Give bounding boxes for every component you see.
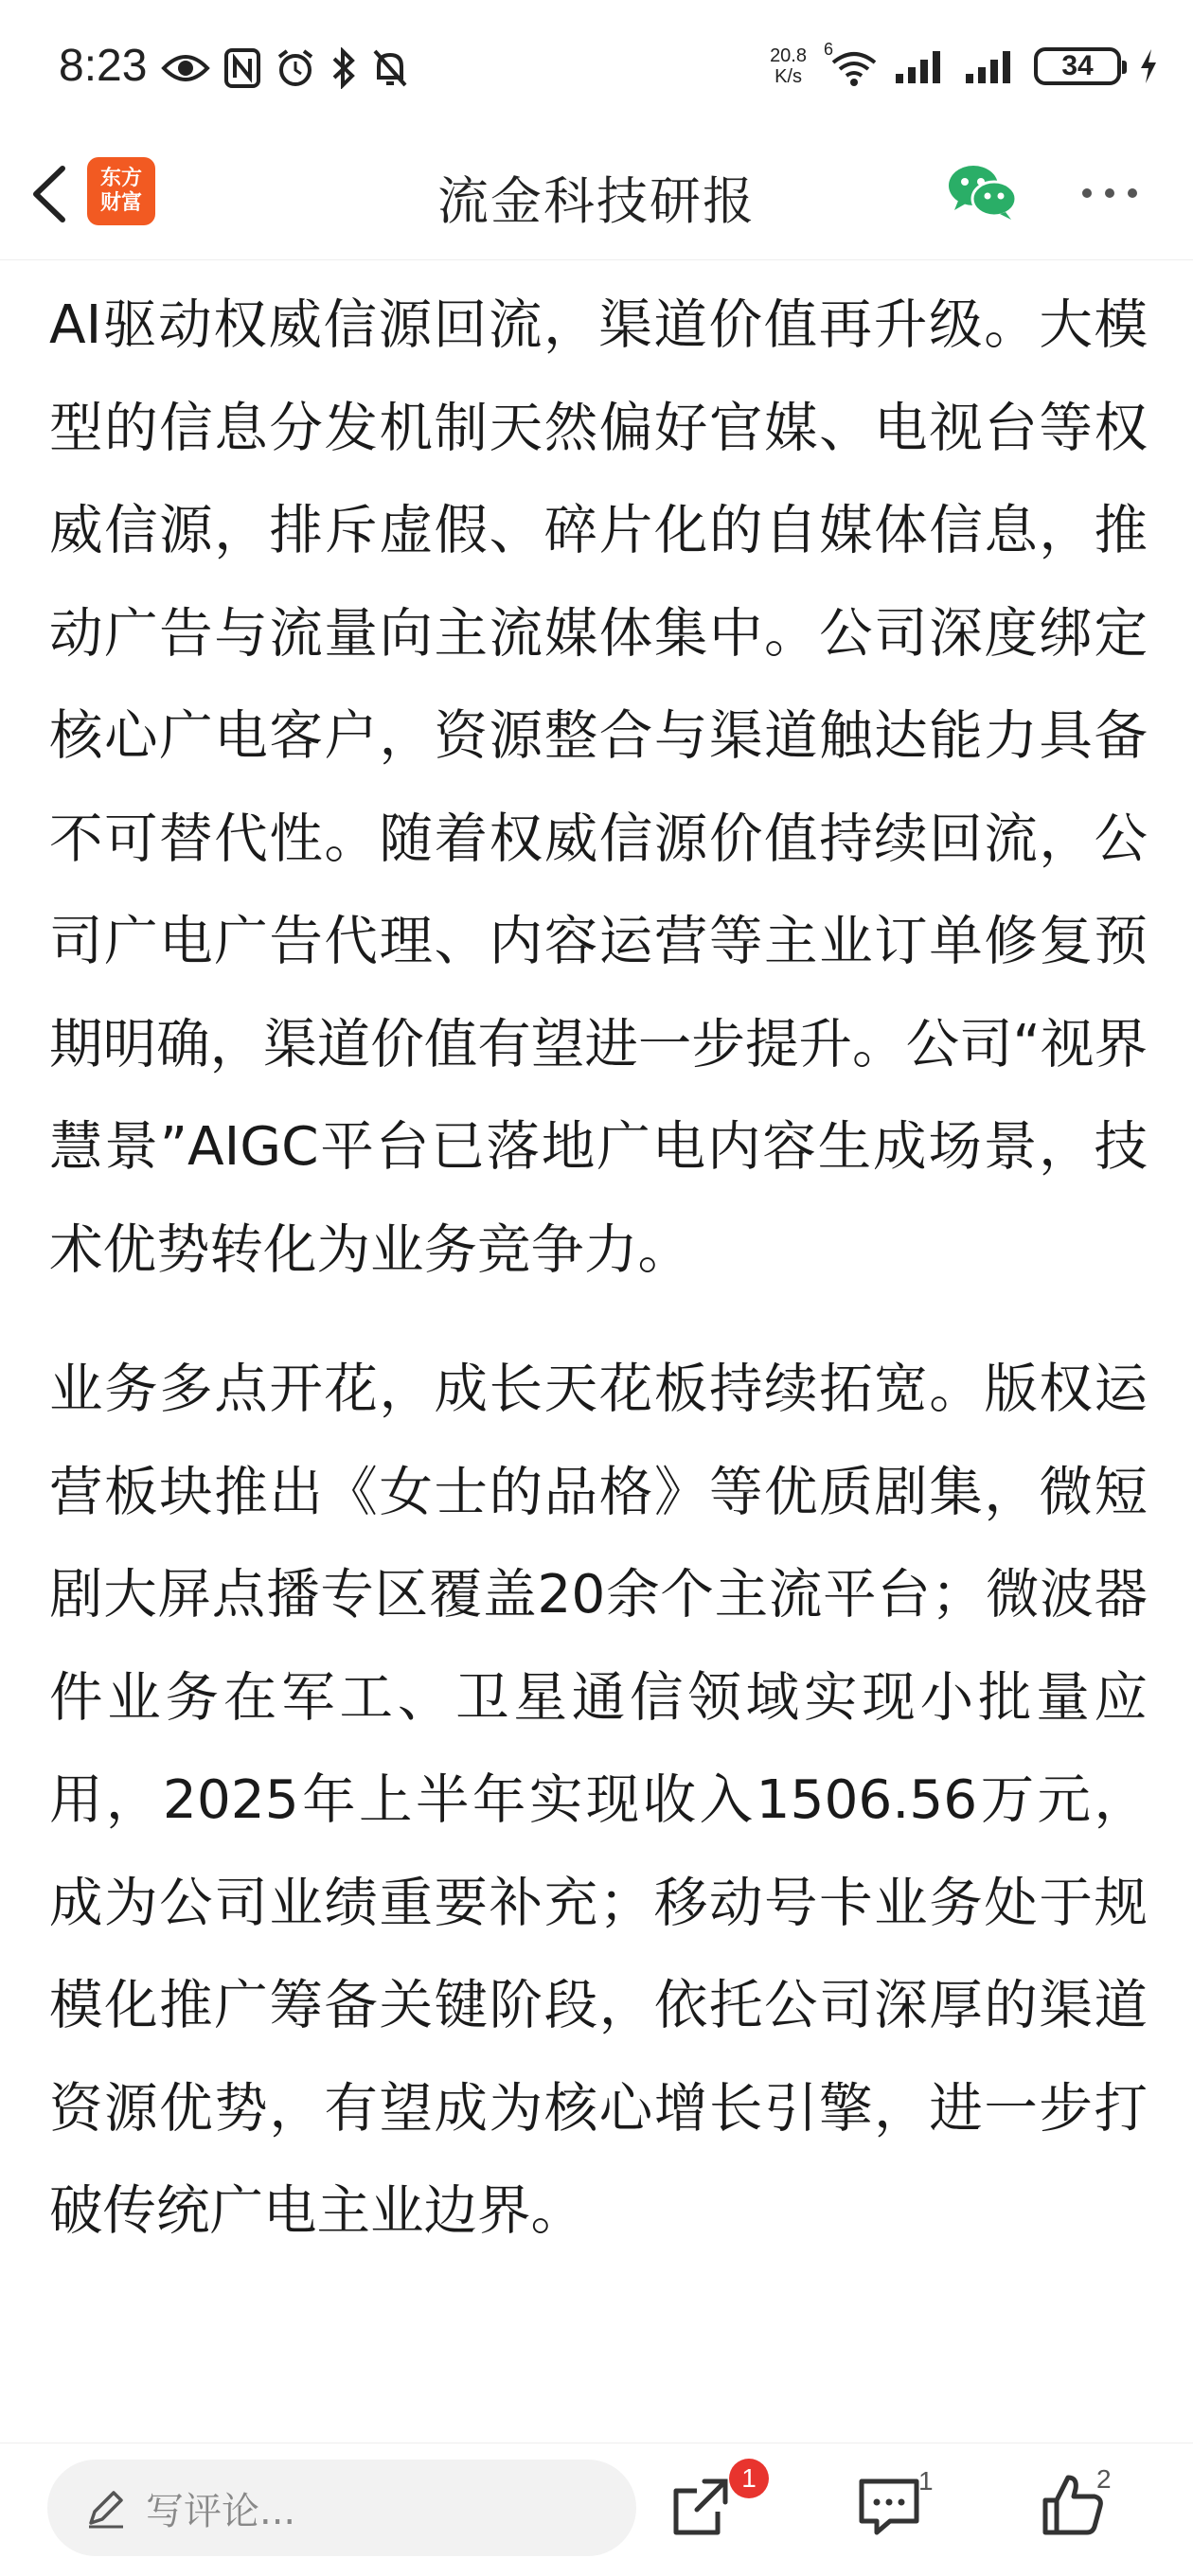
alarm-icon	[275, 47, 316, 89]
pen-icon	[85, 2487, 127, 2529]
wifi-icon	[829, 49, 879, 87]
share-badge: 1	[729, 2459, 769, 2498]
net-speed-value: 20.8	[770, 45, 807, 66]
wechat-share-button[interactable]	[947, 161, 1019, 223]
comment-placeholder: 写评论...	[146, 2489, 296, 2533]
article-paragraph: 业务多点开花，成长天花板持续拓宽。版权运营板块推出《女士的品格》等优质剧集，微短剧大屏点播专区覆盖20余个主流平台；微波器件业务在军工、卫星通信领域实现小批量应用，2025年上半年实现收入1506.56万元，成为公司业绩重要补充；移动号卡业务处于规模化推广筹备关键阶段，依托公司深厚的渠道资源优势，有望成为核心增长引擎，进一步打破传统广电主业边界。	[49, 1359, 1148, 2242]
more-options-button[interactable]	[1079, 182, 1140, 204]
comment-input[interactable]	[47, 2460, 636, 2556]
status-icons-right	[770, 38, 1159, 95]
signal-label: 6	[824, 40, 834, 59]
net-speed	[770, 45, 807, 87]
article-paragraph: AI驱动权威信源回流，渠道价值再升级。大模型的信息分发机制天然偏好官媒、电视台等权威信源，排斥虚假、碎片化的自媒体信息，推动广告与流量向主流媒体集中。公司深度绑定核心广电客户，资源整合与渠道触达能力具备不可替代性。随着权威信源价值持续回流，公司广电广告代理、内容运营等主业订单修复预期明确，渠道价值有望进一步提升。公司“视界慧景”AIGC平台已落地广电内容生成场景，技术优势转化为业务竞争力。	[49, 294, 1148, 1281]
signal-icon	[964, 47, 1017, 85]
mute-bell-icon	[371, 47, 409, 89]
status-time: 8:23	[59, 41, 148, 91]
eye-icon	[161, 49, 210, 87]
bottom-action-bar	[0, 2443, 1193, 2576]
net-speed-unit: K/s	[775, 66, 802, 87]
status-icons-left	[161, 42, 409, 95]
wifi-indicator	[824, 40, 877, 87]
status-bar	[0, 0, 1193, 133]
page-title: 流金科技研报	[437, 171, 756, 231]
logo-line1: 东方	[99, 167, 142, 190]
logo-line2: 财富	[99, 191, 142, 215]
nfc-icon	[223, 47, 261, 89]
article-body	[49, 275, 1148, 2264]
comment-count: 1	[918, 2466, 934, 2496]
battery-level: 34	[1061, 50, 1094, 81]
signal-icon	[894, 47, 947, 85]
nav-bar	[0, 133, 1193, 260]
battery-icon	[1034, 47, 1121, 85]
share-button[interactable]	[668, 2474, 735, 2540]
charging-icon	[1138, 47, 1159, 85]
bluetooth-icon	[329, 47, 358, 89]
like-count: 2	[1096, 2464, 1112, 2494]
comments-button[interactable]	[856, 2476, 922, 2538]
